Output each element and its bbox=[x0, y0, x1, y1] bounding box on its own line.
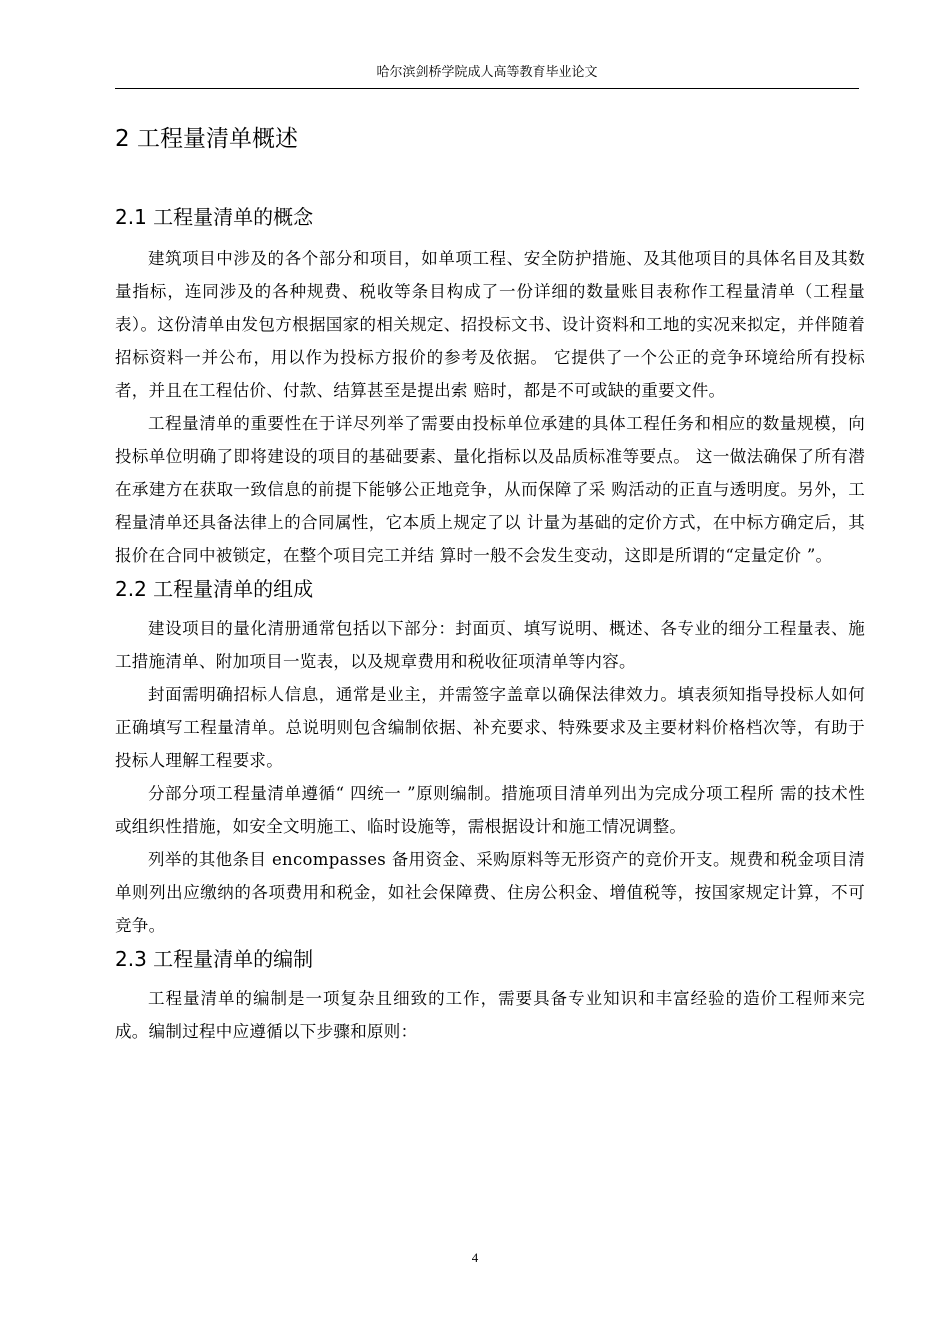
section-title-2-2: 2.2 工程量清单的组成 bbox=[115, 577, 314, 601]
section-title-2-3: 2.3 工程量清单的编制 bbox=[115, 947, 314, 971]
running-header: 哈尔滨剑桥学院成人高等教育毕业论文 bbox=[115, 64, 859, 89]
paragraph: 分部分项工程量清单遵循“ 四统一 ”原则编制。措施项目清单列出为完成分项工程所 需的技术性或组织性措施，如安全文明施工、临时设施等，需根据设计和施工情况调整。 bbox=[115, 784, 865, 836]
paragraph: 封面需明确招标人信息，通常是业主，并需签字盖章以确保法律效力。填表须知指导投标人如何正确填写工程量清单。总说明则包含编制依据、补充要求、特殊要求及主要材料价格档次等，有助于投标人理解工程要求。 bbox=[115, 685, 865, 770]
paragraph: 工程量清单的编制是一项复杂且细致的工作，需要具备专业知识和丰富经验的造价工程师来完成。编制过程中应遵循以下步骤和原则： bbox=[115, 989, 865, 1041]
paragraph: 工程量清单的重要性在于详尽列举了需要由投标单位承建的具体工程任务和相应的数量规模，向投标单位明确了即将建设的项目的基础要素、量化指标以及品质标准等要点。 这一做法确保了所有潜在承建方在获取一致信息的前提下能够公正地竞争，从而保障了采 购活动的正直与透明度。另外，工程量清单还具备法律上的合同属性，它本质上规定了以 计量为基础的定价方式，在中标方确定后，其报价在合同中被锁定，在整个项目完工并结 算时一般不会发生变动，这即是所谓的“定量定价 ”。 bbox=[115, 414, 865, 565]
paragraph: 列举的其他条目 encompasses 备用资金、采购原料等无形资产的竞价开支。规费和税金项目清单则列出应缴纳的各项费用和税金，如社会保障费、住房公积金、增值税等，按国家规定计算，不可竞争。 bbox=[115, 850, 865, 935]
paragraph: 建筑项目中涉及的各个部分和项目，如单项工程、安全防护措施、及其他项目的具体名目及其数量指标，连同涉及的各种规费、税收等条目构成了一份详细的数量账目表称作工程量清单（工程量表）。这份清单由发包方根据国家的相关规定、招投标文书、设计资料和工地的实况来拟定，并伴随着招标资料一并公布，用以作为投标方报价的参考及依据。 它提供了一个公正的竞争环境给所有投标者，并且在工程估价、付款、结算甚至是提出索 赔时，都是不可或缺的重要文件。 bbox=[115, 249, 865, 400]
page-number: 4 bbox=[471, 1250, 479, 1265]
paragraph: 建设项目的量化清册通常包括以下部分：封面页、填写说明、概述、各专业的细分工程量表、施工措施清单、附加项目一览表，以及规章费用和税收征项清单等内容。 bbox=[115, 619, 865, 671]
page-body bbox=[115, 120, 865, 1048]
section-title-2-1: 2.1 工程量清单的概念 bbox=[115, 205, 314, 229]
chapter-title: 2 工程量清单概述 bbox=[115, 126, 298, 152]
